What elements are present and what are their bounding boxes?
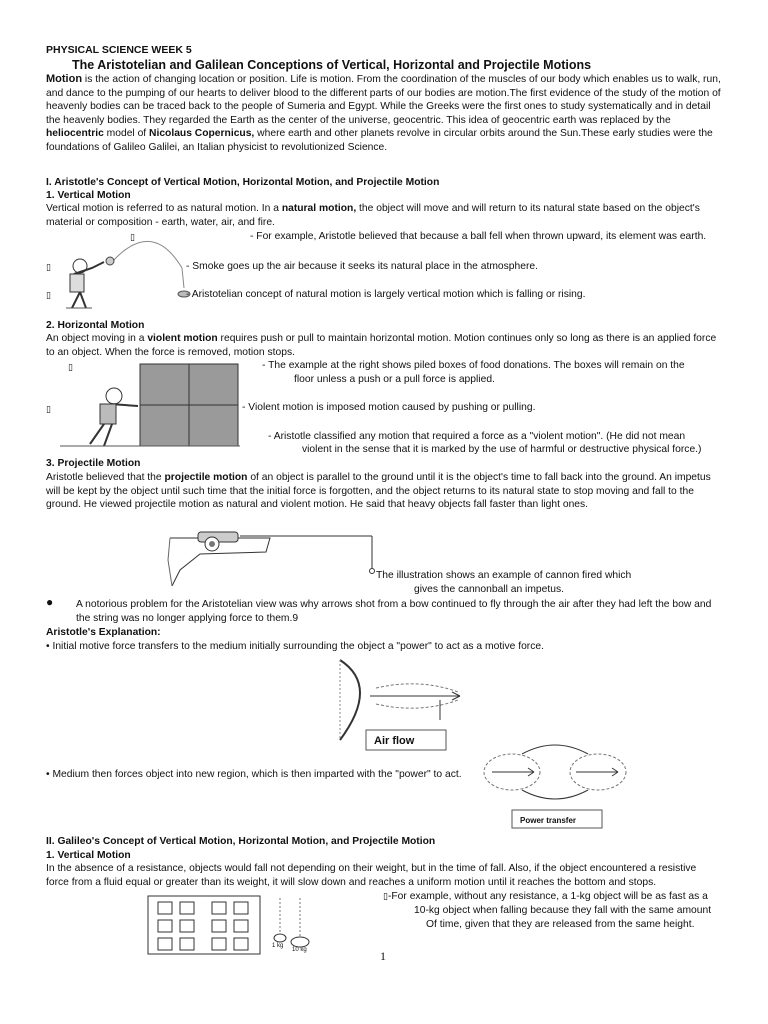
label-10kg: 10 kg bbox=[292, 947, 307, 953]
cannon-caption-a: The illustration shows an example of cannon fired which bbox=[376, 570, 632, 581]
cannon-illustration bbox=[160, 520, 380, 590]
bullet-marker: ▯ bbox=[383, 892, 388, 902]
cannon-caption-b: gives the cannonball an impetus. bbox=[414, 584, 564, 595]
bullet-dot: ● bbox=[46, 595, 54, 609]
aristotle-projectile-heading: 3. Projectile Motion bbox=[46, 458, 141, 469]
term-motion: Motion bbox=[46, 73, 83, 85]
page-number: 1 bbox=[380, 949, 386, 963]
intro-paragraph bbox=[46, 73, 722, 154]
galileo-vertical-heading: 1. Vertical Motion bbox=[46, 850, 131, 861]
aristotle-horizontal-point-2: - Violent motion is imposed motion caused by pushing or pulling. bbox=[242, 402, 536, 413]
falling-objects-illustration bbox=[146, 894, 346, 958]
label-1kg: 1 kg bbox=[272, 943, 284, 949]
aristotle-vertical-point-2: - Smoke goes up the air because it seeks its natural place in the atmosphere. bbox=[186, 261, 539, 272]
arrow-problem-text: A notorious problem for the Aristotelian view was why arrows shot from a bow continued to fly through the air after they had left the bow and the string was no longer applying force to them.9 bbox=[76, 599, 712, 624]
term-projectile-motion: projectile motion bbox=[164, 472, 248, 483]
aristotle-vertical-point-1: - For example, Aristotle believed that because a ball fell when thrown upward, its element was earth. bbox=[250, 231, 707, 242]
galileo-vertical-text: In the absence of a resistance, objects would fall not depending on their weight, but in the time of fall. Also, if the object encountered a resistive force from a fluid equal or greater than its weight, it will slow down and reaches a uniform motion until it reaches the bottom and stops. bbox=[46, 863, 697, 888]
aristotle-projectile-text: Aristotle believed that the projectile motion of an object is parallel to the ground until it is the object's time to fall back into the ground. An impetus will be kept by the object until such time that the initial force is forgotten, and the object returns to its natural state to stop moving and fall to the ground. He viewed projectile motion as natural and violent motion. He said that heavy objects fall faster than light ones. bbox=[46, 472, 711, 510]
aristotle-vertical-point-3: - Aristotelian concept of natural motion is largely vertical motion which is falling or rising. bbox=[186, 289, 586, 300]
term-natural-motion: natural motion, bbox=[281, 203, 357, 214]
term-violent-motion: violent motion bbox=[147, 333, 218, 344]
bullet-marker: ▯ bbox=[46, 291, 51, 301]
aristotle-horizontal-point-1b: floor unless a push or a pull force is applied. bbox=[294, 374, 495, 385]
bullet-marker: ▯ bbox=[46, 263, 51, 273]
bullet-marker: ▯ bbox=[46, 405, 51, 415]
pushing-boxes-illustration bbox=[60, 360, 240, 452]
aristotle-vertical-text: Vertical motion is referred to as natural motion. In a natural motion, the object will move and will return to its natural state based on the object's material or composition - earth, water, air, and fire. bbox=[46, 203, 700, 228]
galileo-vertical-point-a: ▯-For example, without any resistance, a 1-kg object will be as fast as a bbox=[383, 891, 708, 902]
aristotle-vertical-heading: 1. Vertical Motion bbox=[46, 190, 131, 201]
galileo-vertical-point-c: Of time, given that they are released from the same height. bbox=[426, 919, 695, 930]
week-label: PHYSICAL SCIENCE WEEK 5 bbox=[46, 44, 192, 56]
intro-text-1: is the action of changing location or position. Life is motion. From the coordination of the muscles of our body which enables us to walk, run, and dance to the pumping of our hearts to deliver blood to the different parts of our bodies are motion.The first evidence of the study of the motion of heavenly bodies can be traced back to the people of Sumeria and Egypt. While the Greeks were the first ones to study systematically and in detail the heavenly bodies. They regarded the Earth as the center of the universe, geocentric. This idea of geocentric earth was replaced by the bbox=[46, 74, 721, 126]
air-flow-label: Air flow bbox=[374, 735, 415, 747]
section-galileo-heading: II. Galileo's Concept of Vertical Motion, Horizontal Motion, and Projectile Motion bbox=[46, 836, 436, 847]
ball-thrower-illustration bbox=[52, 228, 192, 324]
aristotle-horizontal-point-3a: - Aristotle classified any motion that required a force as a "violent motion". (He did not mean bbox=[268, 431, 686, 442]
power-transfer-label: Power transfer bbox=[520, 816, 577, 825]
aristotle-explanation-heading: Aristotle's Explanation: bbox=[46, 627, 161, 638]
galileo-vertical-point-b: 10-kg object when falling because they fall with the same amount bbox=[414, 905, 712, 916]
aristotle-horizontal-point-1a: - The example at the right shows piled boxes of food donations. The boxes will remain on the bbox=[262, 360, 685, 371]
aristotle-horizontal-heading: 2. Horizontal Motion bbox=[46, 320, 145, 331]
intro-text-2: model of bbox=[103, 128, 150, 139]
section-aristotle-heading: I. Aristotle's Concept of Vertical Motion, Horizontal Motion, and Projectile Motion bbox=[46, 177, 440, 188]
term-copernicus: Nicolaus Copernicus, bbox=[149, 128, 255, 139]
term-heliocentric: heliocentric bbox=[46, 128, 104, 139]
aristotle-horizontal-point-3b: violent in the sense that it is marked by the use of harmful or destructive physical force.) bbox=[302, 444, 702, 455]
bullet-marker: ▯ bbox=[130, 233, 135, 243]
explanation-point-1: • Initial motive force transfers to the medium initially surrounding the object a "power" to act as a motive force. bbox=[46, 641, 544, 652]
explanation-point-2: • Medium then forces object into new region, which is then imparted with the "power" to act. bbox=[46, 769, 462, 780]
bullet-marker: ▯ bbox=[68, 363, 73, 373]
aristotle-horizontal-text: An object moving in a violent motion requires push or pull to maintain horizontal motion. Motion continues only so long as there is an applied force to an object. When the force is removed, motion stops. bbox=[46, 333, 717, 358]
intro-text-3: where earth and other planets revolve in circular orbits around the Sun.These early studies were the foundations of Galileo Galilei, an Italian physicist to revolutionized Science. bbox=[46, 128, 713, 153]
page-title: The Aristotelian and Galilean Conceptions of Vertical, Horizontal and Projectile Motions bbox=[72, 58, 592, 72]
